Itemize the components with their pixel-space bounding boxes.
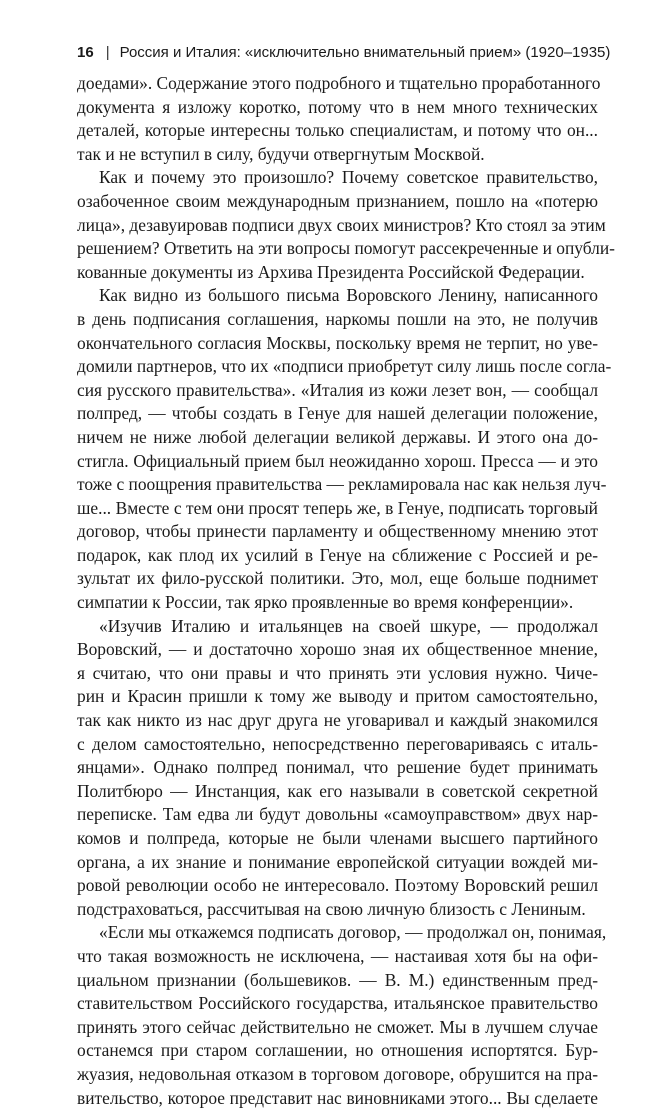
text-line: «Изучив Италию и итальянцев на своей шкуре, — продолжал xyxy=(99,615,598,636)
text-line: ше... Вместе с тем они просят теперь же, в Генуе, подписать торговый xyxy=(77,497,598,518)
text-line: останемся при старом соглашении, но отношения испортятся. Бур- xyxy=(77,1040,598,1061)
text-line: ничем не ниже любой делегации великой державы. И этого она до- xyxy=(77,426,598,447)
paragraph xyxy=(77,72,601,166)
text-line: симпатии к России, так ярко проявленные во время конференции». xyxy=(77,592,574,613)
running-header xyxy=(77,40,611,66)
text-line: Политбюро — Инстанция, как его называли в советской секретной xyxy=(77,780,598,801)
text-line: документа я изложу коротко, потому что в нем много технических xyxy=(77,96,598,117)
text-line: принять этого сейчас действительно не сможет. Мы в лучшем случае xyxy=(77,1016,598,1037)
text-line: подстраховаться, рассчитывая на свою личную близость с Лениным. xyxy=(77,898,586,919)
text-line: сия русского правительства». «Италия из кожи лезет вон, — сообщал xyxy=(77,379,598,400)
paragraph xyxy=(77,921,607,1110)
body-text xyxy=(77,72,615,1110)
text-line: так как никто из нас друг друга не уговаривал и каждый знакомился xyxy=(77,710,598,731)
header-separator: | xyxy=(105,44,110,61)
text-line: ровой революции особо не интересовало. Поэтому Воровский решил xyxy=(77,875,598,896)
text-line: лица», дезавуировав подписи двух своих министров? Кто стоял за этим xyxy=(77,214,606,235)
text-line: подарок, как плод их усилий в Генуе на сближение с Россией и ре- xyxy=(77,544,598,565)
text-line: я считаю, что они правы и что принять эти условия нужно. Чиче- xyxy=(77,662,598,683)
text-line: озабоченное своим международным признанием, пошло на «потерю xyxy=(77,190,598,211)
text-line: решением? Ответить на эти вопросы помогут рассекреченные и опубли- xyxy=(77,238,615,259)
text-line: ставительством Российского государства, итальянское правительство xyxy=(77,993,598,1014)
text-line: рин и Красин пришли к тому же выводу и притом самостоятельно, xyxy=(77,686,598,707)
text-line: «Если мы откажемся подписать договор, — продолжал он, понимая, xyxy=(99,922,607,943)
text-line: стигла. Официальный прием был неожиданно хорош. Пресса — и это xyxy=(77,450,598,471)
text-line: в день подписания соглашения, наркомы пошли на это, не получив xyxy=(77,308,598,329)
text-line: янцами». Однако полпред понимал, что решение будет принимать xyxy=(77,757,598,778)
paragraph xyxy=(77,615,598,922)
text-line: так и не вступил в силу, будучи отвергнутым Москвой. xyxy=(77,143,485,164)
text-line: Как видно из большого письма Воровского Ленину, написанного xyxy=(99,285,598,306)
text-line: вительство, которое представит нас виновниками этого... Вы сделаете xyxy=(77,1087,598,1108)
text-line: тоже с поощрения правительства — рекламировала нас как нельзя луч- xyxy=(77,474,607,495)
text-line: органа, а их знание и понимание европейской ситуации вождей ми- xyxy=(77,851,598,872)
text-line: что такая возможность не исключена, — настаивая хотя бы на офи- xyxy=(77,945,598,966)
paragraph xyxy=(77,284,612,614)
text-line: жуазия, недовольная отказом в торговом договоре, обрушится на пра- xyxy=(77,1063,598,1084)
text-line: полпред, — чтобы создать в Генуе для нашей делегации положение, xyxy=(77,403,598,424)
text-line: домили партнеров, что их «подписи приобретут силу лишь после согла- xyxy=(77,356,612,377)
text-line: кованные документы из Архива Президента Российской Федерации. xyxy=(77,261,585,282)
text-line: деталей, которые интересны только специалистам, и потому что он... xyxy=(77,120,598,141)
text-line: зультат их фило-русской политики. Это, мол, еще больше поднимет xyxy=(77,568,598,589)
text-line: переписке. Там едва ли будут довольны «самоуправством» двух нар- xyxy=(77,804,598,825)
text-line: циальном признании (большевиков. — В. М.) единственным пред- xyxy=(77,969,598,990)
text-line: Воровский, — и достаточно хорошо зная их общественное мнение, xyxy=(77,639,598,660)
text-line: с делом самостоятельно, непосредственно переговариваясь с италь- xyxy=(77,733,598,754)
text-line: договор, чтобы принести парламенту и общественному мнению этот xyxy=(77,521,598,542)
page-number: 16 xyxy=(77,44,94,61)
paragraph xyxy=(77,166,615,284)
text-line: доедами». Содержание этого подробного и тщательно проработанного xyxy=(77,73,601,93)
text-line: окончательного согласия Москвы, поскольку время не терпит, но уве- xyxy=(77,332,598,353)
text-line: комов и полпреда, которые не были членами высшего партийного xyxy=(77,828,598,848)
running-title: Россия и Италия: «исключительно внимательный прием» (1920–1935) xyxy=(119,44,611,61)
text-line: Как и почему это произошло? Почему советское правительство, xyxy=(99,167,598,188)
